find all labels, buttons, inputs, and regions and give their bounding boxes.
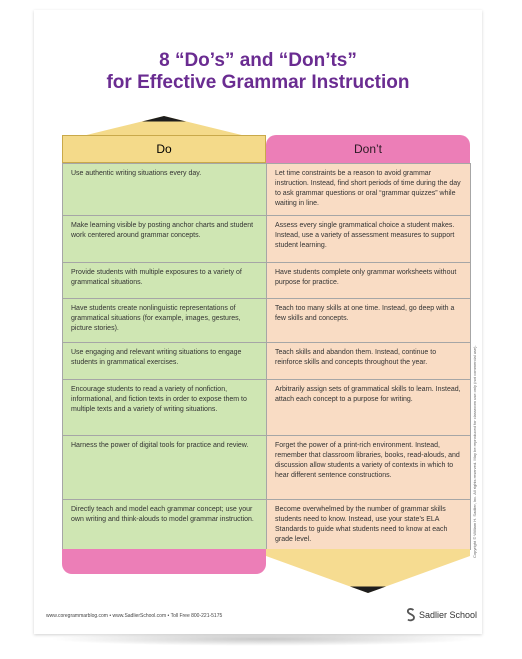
dos-donts-table bbox=[62, 163, 471, 550]
dont-cell: Have students complete only grammar worksheets without purpose for practice. bbox=[267, 263, 471, 299]
do-cell: Encourage students to read a variety of nonfiction, informational, and fiction texts in order to expose them to multiple texts and a variety of writing situations. bbox=[63, 380, 267, 436]
table-row bbox=[63, 380, 471, 436]
table-row bbox=[63, 164, 471, 216]
do-cell: Directly teach and model each grammar concept; use your own writing and think-alouds to model grammar instruction. bbox=[63, 500, 267, 550]
dont-cell: Teach too many skills at one time. Instead, go deep with a few skills and concepts. bbox=[267, 299, 471, 343]
do-cell: Provide students with multiple exposures to a variety of grammatical situations. bbox=[63, 263, 267, 299]
table-row bbox=[63, 436, 471, 500]
footer-links: www.coregrammarblog.com • www.SadlierSchool.com • Toll Free 800-221-5175 bbox=[46, 613, 223, 619]
do-column-header: Do bbox=[62, 135, 266, 163]
table-row bbox=[63, 216, 471, 263]
dont-cell: Forget the power of a print-rich environment. Instead, remember that classroom libraries, books, read-alouds, and discussion allow students a variety of contexts in which to hear different sentence constructions. bbox=[267, 436, 471, 500]
table-row bbox=[63, 299, 471, 343]
dont-cell: Become overwhelmed by the number of grammar skills students need to know. Instead, use your state’s ELA Standards to guide what students need to know at each grade level. bbox=[267, 500, 471, 550]
page-shadow bbox=[48, 632, 478, 646]
table-row bbox=[63, 500, 471, 550]
do-cell: Make learning visible by posting anchor charts and student work centered around grammar concepts. bbox=[63, 216, 267, 263]
do-pencil-eraser bbox=[62, 549, 266, 574]
dont-cell: Let time constraints be a reason to avoid grammar instruction. Instead, find short periods of time during the day to ask grammar questions or oral “grammar quizzes” while waiting in line. bbox=[267, 164, 471, 216]
sadlier-logo-text: Sadlier School bbox=[419, 610, 478, 620]
sadlier-logo-icon bbox=[406, 608, 416, 622]
do-cell: Have students create nonlinguistic representations of grammatical situations (for example, images, gestures, picture stories). bbox=[63, 299, 267, 343]
dont-cell: Arbitrarily assign sets of grammatical skills to learn. Instead, attach each concept to a purpose for writing. bbox=[267, 380, 471, 436]
table-row bbox=[63, 263, 471, 299]
dont-cell: Teach skills and abandon them. Instead, continue to reinforce skills and concepts throughout the year. bbox=[267, 343, 471, 380]
dont-cell: Assess every single grammatical choice a student makes. Instead, use a variety of assessment measures to support student learning. bbox=[267, 216, 471, 263]
do-cell: Use engaging and relevant writing situations to engage students in grammatical exercises. bbox=[63, 343, 267, 380]
dont-column-header: Don’t bbox=[266, 135, 470, 163]
copyright-text: Copyright © William H. Sadlier, Inc. All rights reserved. May be reproduced for classroom use only (not commercial use). bbox=[472, 345, 477, 558]
dont-pencil-band bbox=[266, 549, 470, 556]
table-row bbox=[63, 343, 471, 380]
dont-pencil-tip bbox=[266, 556, 470, 593]
worksheet-page bbox=[34, 10, 482, 634]
copyright-notice bbox=[472, 345, 480, 566]
sadlier-logo bbox=[406, 608, 477, 622]
title-line-2: for Effective Grammar Instruction bbox=[106, 72, 410, 93]
do-cell: Use authentic writing situations every day. bbox=[63, 164, 267, 216]
title-line-1: 8 “Do’s” and “Don’ts” bbox=[159, 50, 357, 71]
do-cell: Harness the power of digital tools for practice and review. bbox=[63, 436, 267, 500]
